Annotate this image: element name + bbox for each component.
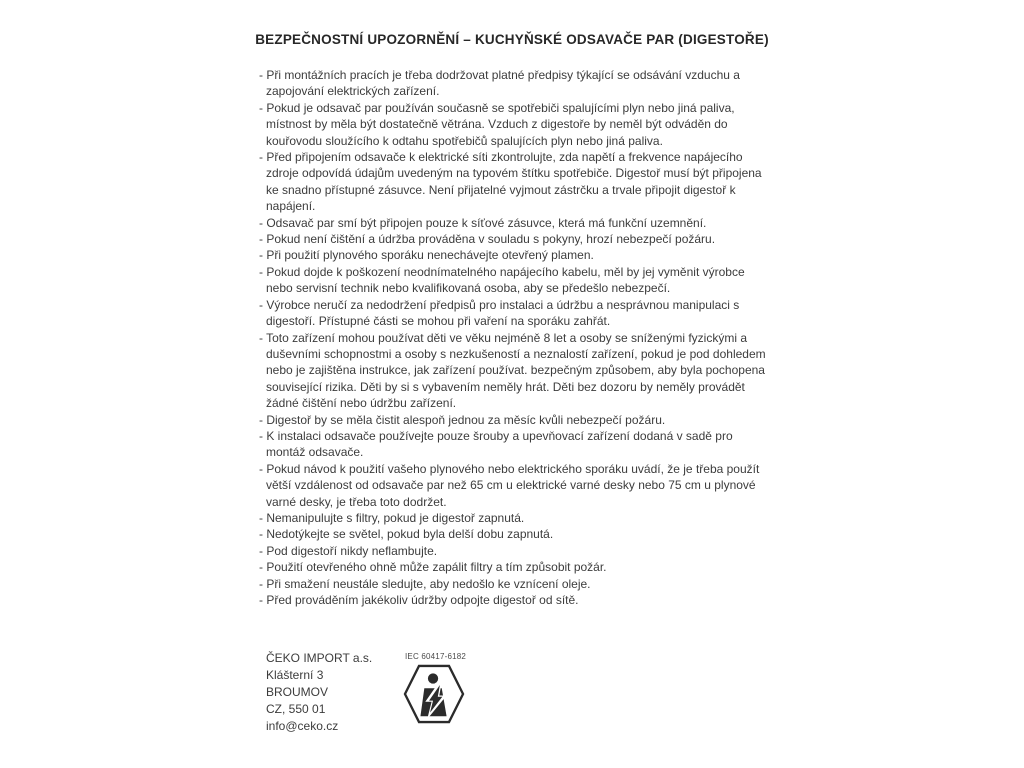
safety-bullet: - Při použití plynového sporáku nenechávejte otevřený plamen. [259, 248, 594, 263]
safety-bullet: - Použití otevřeného ohně může zapálit filtry a tím způsobit požár. [259, 560, 607, 575]
safety-bullet: - Výrobce neručí za nedodržení předpisů pro instalaci a údržbu a nesprávnou manipulaci s digestoří. Přístupné části se mohou při vaření na sporáku zahřát. [259, 297, 740, 329]
safety-bullet: - Před prováděním jakékoliv údržby odpojte digestoř od sítě. [259, 593, 579, 607]
address-street: Klášterní 3 [266, 668, 324, 682]
safety-bullet: - Toto zařízení mohou používat děti ve věku nejméně 8 let a osoby se sníženými fyzickými a duševními schopnostmi a osoby s nezkušeností a neznalostí zařízení, pokud je pod dohledem nebo je zajištěna instrukce, jak zařízení používat. bezpečným způsobem, aby byla pochopena související rizika. Děti by si s vybavením neměly hrát. Děti bez dozoru by neměly provádět žádné čištění nebo údržbu zařízení. [259, 330, 766, 411]
safety-bullet: - Pokud návod k použití vašeho plynového nebo elektrického sporáku uvádí, že je třeba použít větší vzdálenost od odsavače par než 65 cm u elektrické varné desky nebo 75 cm u plynové varné desky, je třeba toto dodržet. [259, 461, 760, 509]
company-email: info@ceko.cz [266, 719, 339, 733]
safety-bullet: - Při smažení neustále sledujte, aby nedošlo ke vznícení oleje. [259, 576, 591, 591]
safety-bullet: - Odsavač par smí být připojen pouze k síťové zásuvce, která má funkční uzemnění. [259, 215, 707, 230]
address-postal: CZ, 550 01 [266, 702, 326, 716]
safety-bullet: - Při montážních pracích je třeba dodržovat platné předpisy týkající se odsávání vzduchu a zapojování elektrických zařízení. [259, 68, 740, 99]
safety-bullet: - Nedotýkejte se světel, pokud byla delší dobu zapnutá. [259, 527, 554, 542]
page-title: BEZPEČNOSTNÍ UPOZORNĚNÍ – KUCHYŇSKÉ ODSAVAČE PAR (DIGESTOŘE) [255, 32, 769, 47]
iec-symbol-block [403, 652, 493, 724]
safety-bullet: - Pod digestoří nikdy neflambujte. [259, 543, 438, 558]
company-address-block [266, 650, 372, 735]
safety-bullet: - Digestoř by se měla čistit alespoň jednou za měsíc kvůli nebezpečí požáru. [259, 412, 666, 427]
safety-bullet: - Před připojením odsavače k elektrické síti zkontrolujte, zda napětí a frekvence napájecího zdroje odpovídá údajům uvedeným na typovém štítku spotřebiče. Digestoř musí být připojena ke snadno přístupné zásuvce. Není přijatelné vyjmout zástrčku a trvale připojit digestoř k napájení. [259, 150, 762, 214]
safety-bullet: - Pokud není čištění a údržba prováděna v souladu s pokyny, hrozí nebezpečí požáru. [259, 232, 716, 247]
address-city: BROUMOV [266, 685, 329, 699]
safety-bullet: - K instalaci odsavače používejte pouze šrouby a upevňovací zařízení dodaná v sadě pro montáž odsavače. [259, 428, 733, 460]
safety-bullet: - Nemanipulujte s filtry, pokud je digestoř zapnutá. [259, 510, 525, 525]
iec-symbol-label: IEC 60417-6182 [405, 652, 467, 661]
electrician-installation-icon [403, 664, 465, 724]
safety-bullet: - Pokud dojde k poškození neodnímatelného napájecího kabelu, měl by jej vyměnit výrobce nebo servisní technik nebo kvalifikovaná osoba, aby se předešlo nebezpečí. [259, 264, 745, 296]
company-name: ČEKO IMPORT a.s. [266, 651, 373, 665]
safety-bullet-list [259, 67, 769, 608]
safety-bullet: - Pokud je odsavač par používán současně se spotřebiči spalujícími plyn nebo jiná paliva, místnost by měla být dostatečně větrána. Vzduch z digestoře by neměl být odváděn do kouřovodu sloužícího k odtahu spotřebičů spalujících plyn nebo jiná paliva. [259, 100, 735, 148]
